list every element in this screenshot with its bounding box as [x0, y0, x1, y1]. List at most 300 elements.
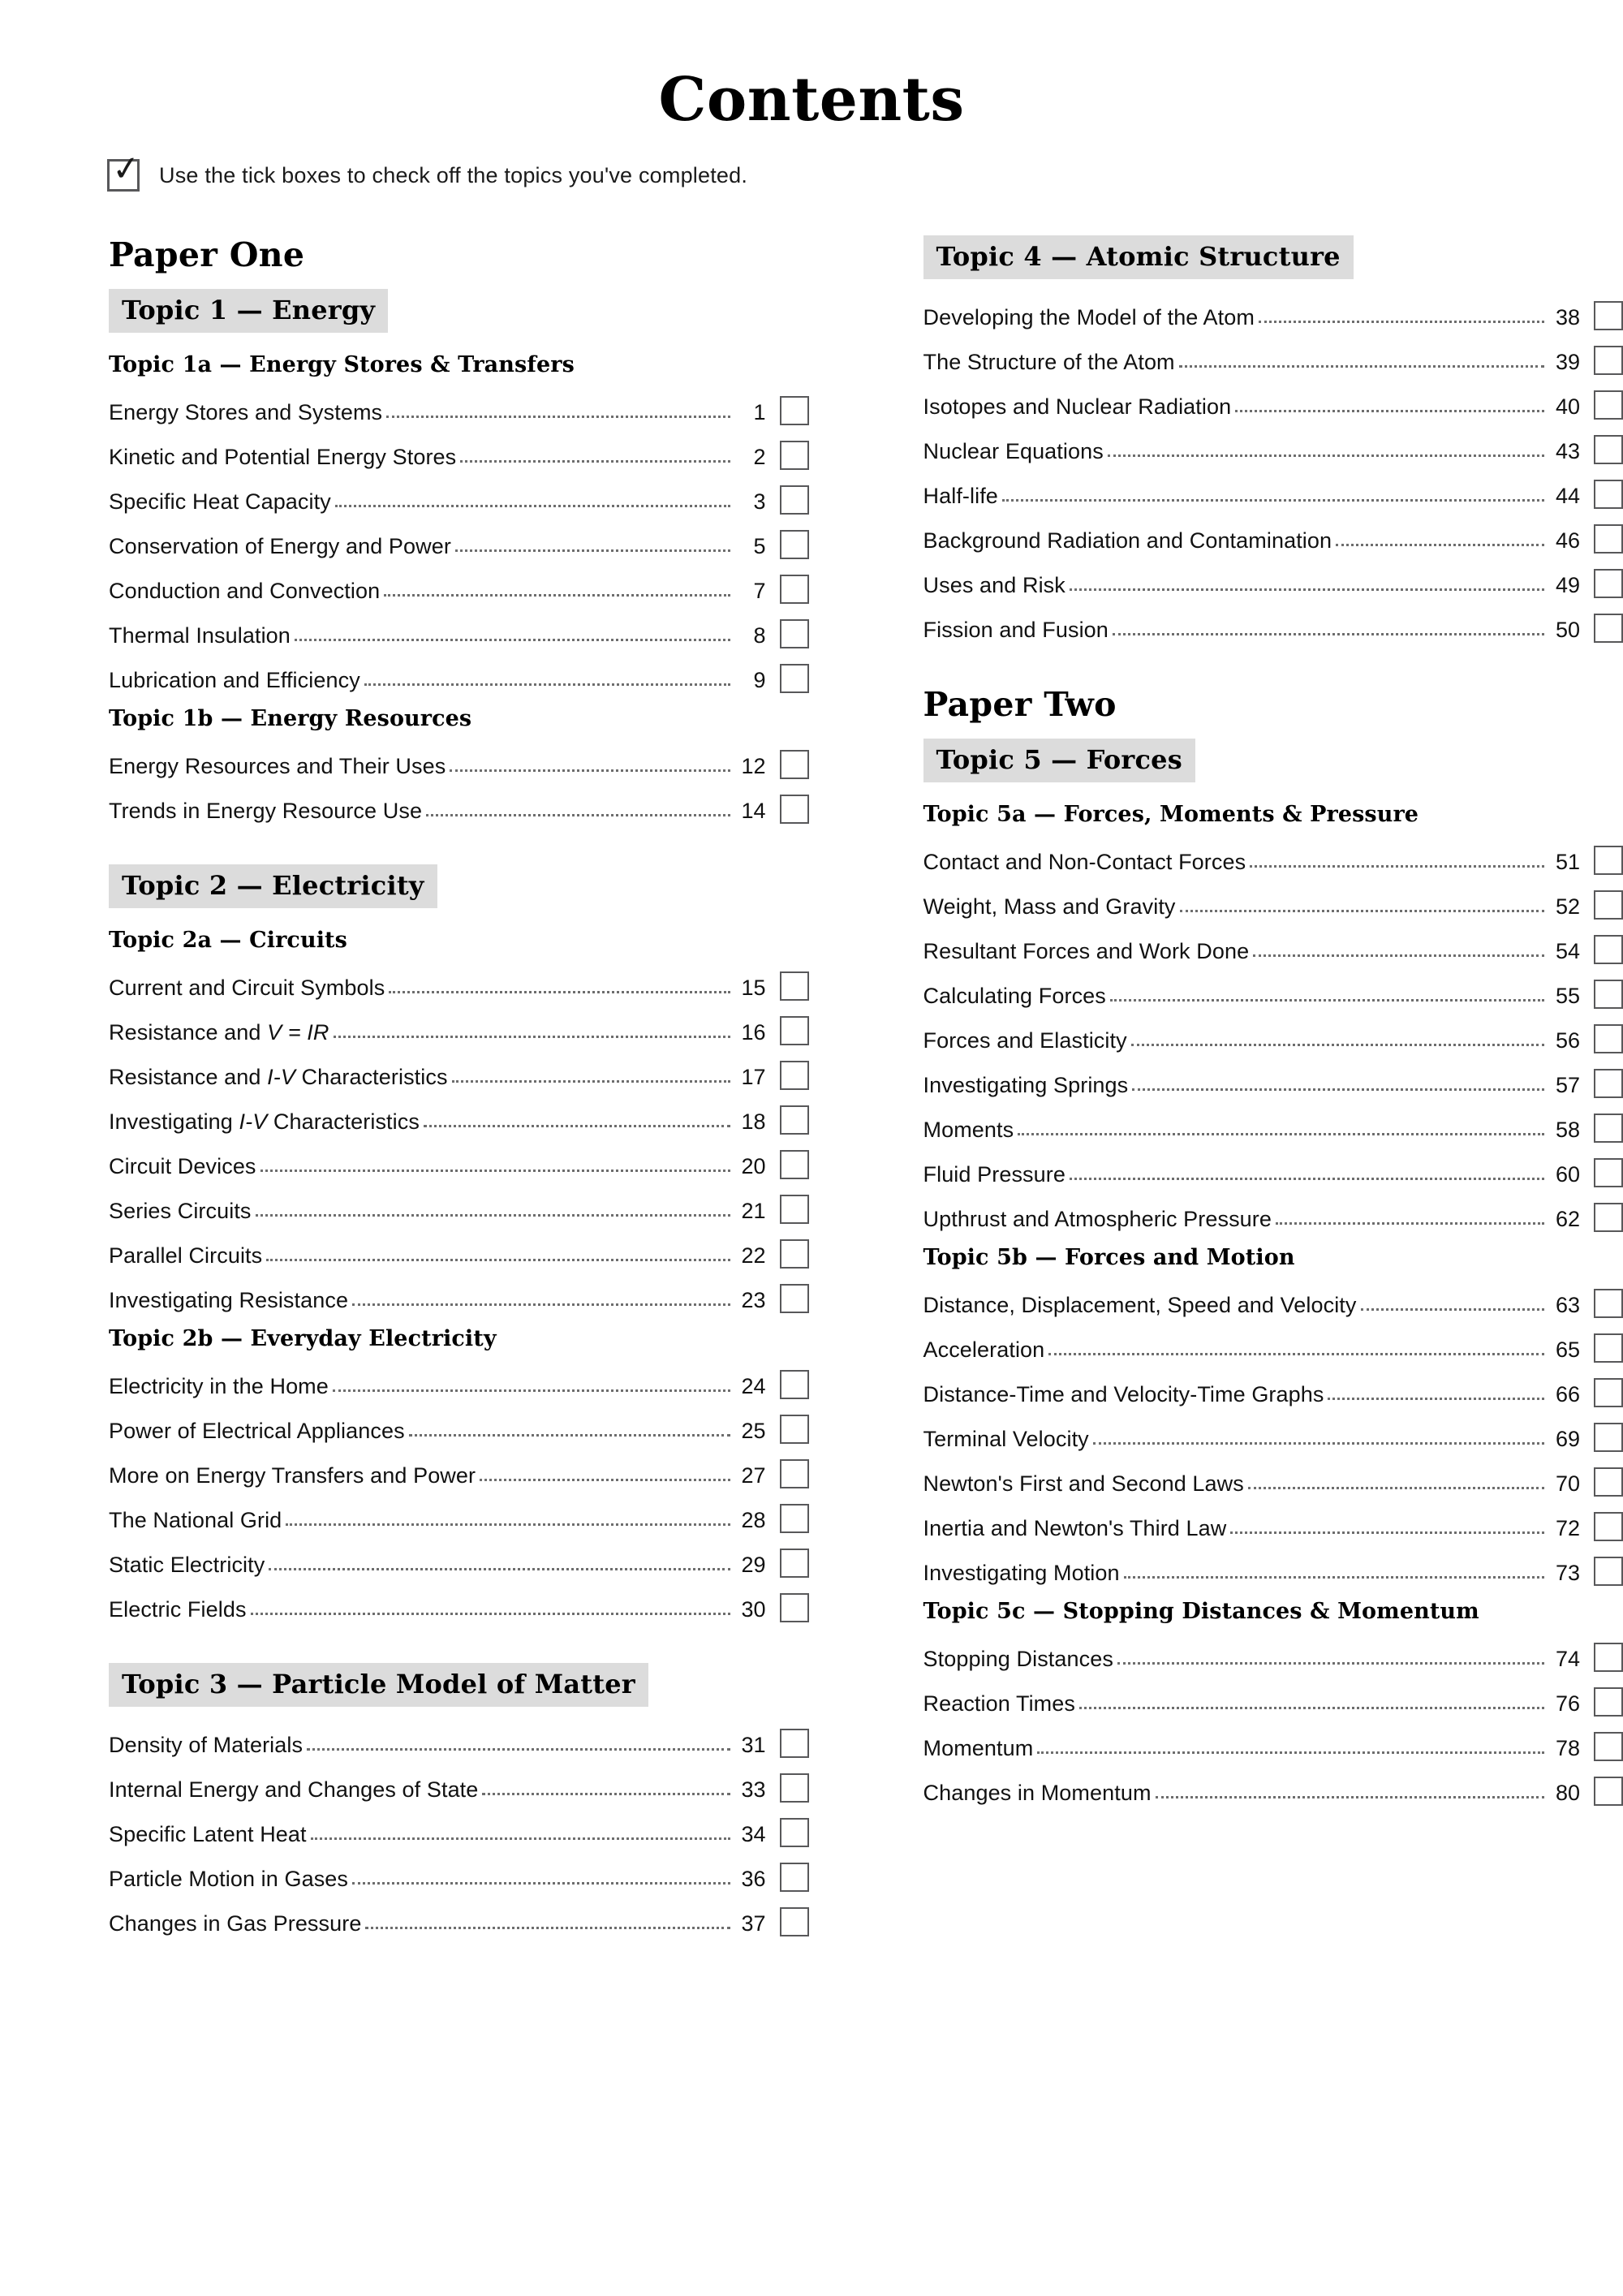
tick-box[interactable] — [780, 1504, 809, 1533]
subtopic-heading: Topic 5b — Forces and Motion — [923, 1245, 1295, 1270]
contents-entry[interactable] — [923, 1409, 1623, 1454]
contents-entry[interactable] — [109, 1181, 809, 1226]
contents-entry-page: 49 — [1555, 573, 1580, 597]
contents-entry-page: 21 — [741, 1199, 766, 1223]
tick-box[interactable] — [780, 795, 809, 824]
contents-entry[interactable] — [923, 1189, 1623, 1234]
contents-entry-title: Investigating Resistance — [109, 1288, 349, 1312]
subtopic-heading: Topic 2a — Circuits — [109, 928, 347, 953]
tick-box[interactable] — [1594, 346, 1623, 375]
tick-box[interactable] — [780, 619, 809, 648]
contents-entry[interactable] — [923, 1543, 1623, 1587]
contents-entry-title: Changes in Momentum — [923, 1781, 1152, 1805]
contents-entry-title: Conservation of Energy and Power — [109, 534, 451, 558]
contents-entry-page: 30 — [741, 1597, 766, 1622]
contents-entry-title: Series Circuits — [109, 1199, 252, 1223]
entry-list — [104, 382, 809, 695]
leader-dots — [1230, 1531, 1544, 1534]
contents-entry-page: 22 — [741, 1243, 766, 1268]
contents-entry[interactable] — [923, 377, 1623, 421]
contents-entry-page: 56 — [1555, 1028, 1580, 1053]
contents-entry-page: 65 — [1555, 1338, 1580, 1362]
contents-entry-title: Energy Resources and Their Uses — [109, 754, 446, 778]
contents-entry-title: Fluid Pressure — [923, 1162, 1065, 1187]
tick-box[interactable] — [780, 530, 809, 559]
contents-entry-page: 16 — [741, 1020, 766, 1045]
contents-entry-title: Kinetic and Potential Energy Stores — [109, 445, 457, 469]
tick-box[interactable] — [780, 575, 809, 604]
leader-dots — [409, 1434, 730, 1437]
contents-entry-title: Electric Fields — [109, 1597, 247, 1622]
contents-entry[interactable] — [109, 1226, 809, 1270]
contents-entry-page: 1 — [753, 400, 766, 424]
leader-dots — [1070, 588, 1544, 591]
leader-dots — [1276, 1222, 1544, 1225]
tick-box[interactable] — [1594, 1289, 1623, 1318]
leader-dots — [1259, 321, 1544, 323]
contents-entry-title: Specific Latent Heat — [109, 1822, 307, 1846]
subtopic-heading: Topic 1b — Energy Resources — [109, 706, 472, 731]
contents-entry-title: The Structure of the Atom — [923, 350, 1175, 374]
contents-entry-title: Investigating Springs — [923, 1073, 1129, 1097]
leader-dots — [352, 1882, 730, 1885]
contents-entry-title: Forces and Elasticity — [923, 1028, 1127, 1053]
tick-box[interactable] — [1594, 980, 1623, 1009]
contents-entry[interactable] — [109, 516, 809, 561]
leader-dots — [1108, 454, 1544, 457]
checkmark-icon — [107, 159, 140, 192]
contents-entry-title: Acceleration — [923, 1338, 1045, 1362]
tick-box[interactable] — [780, 1370, 809, 1399]
contents-entry-page: 28 — [741, 1508, 766, 1532]
contents-entry-title: Upthrust and Atmospheric Pressure — [923, 1207, 1272, 1231]
leader-dots — [266, 1259, 730, 1261]
paper-heading: Paper One — [109, 235, 305, 274]
topic-band: Topic 3 — Particle Model of Matter — [109, 1663, 648, 1707]
contents-entry[interactable] — [923, 1674, 1623, 1718]
leader-dots — [1018, 1133, 1544, 1135]
leader-dots — [256, 1214, 730, 1217]
contents-entry-page: 33 — [741, 1777, 766, 1802]
contents-entry[interactable] — [923, 1010, 1623, 1055]
leader-dots — [455, 549, 730, 552]
leader-dots — [311, 1837, 730, 1840]
tick-box[interactable] — [1594, 1024, 1623, 1053]
contents-entry-page: 69 — [1555, 1427, 1580, 1451]
tick-box[interactable] — [1594, 1467, 1623, 1497]
tick-box[interactable] — [1594, 1069, 1623, 1098]
leader-dots — [1131, 1044, 1544, 1046]
subtopic-heading: Topic 1a — Energy Stores & Transfers — [109, 352, 575, 377]
tick-box[interactable] — [1594, 935, 1623, 964]
contents-entry-title: Uses and Risk — [923, 573, 1065, 597]
leader-dots — [307, 1748, 730, 1751]
tick-box[interactable] — [780, 1195, 809, 1224]
paper-heading: Paper Two — [923, 685, 1117, 724]
contents-columns — [0, 235, 1623, 1966]
contents-entry[interactable] — [923, 1364, 1623, 1409]
tick-box[interactable] — [1594, 480, 1623, 509]
contents-entry[interactable] — [109, 382, 809, 427]
contents-entry-title: Resistance and I-V Characteristics — [109, 1065, 448, 1089]
tick-box[interactable] — [780, 1907, 809, 1936]
leader-dots — [1235, 410, 1544, 412]
contents-entry-page: 27 — [741, 1463, 766, 1488]
contents-entry-title: The National Grid — [109, 1508, 282, 1532]
tick-box[interactable] — [1594, 1512, 1623, 1541]
leader-dots — [460, 460, 730, 463]
tick-box[interactable] — [780, 1549, 809, 1578]
tick-box[interactable] — [780, 1150, 809, 1179]
contents-entry-title: Lubrication and Efficiency — [109, 668, 360, 692]
leader-dots — [1328, 1398, 1544, 1400]
contents-entry[interactable] — [109, 561, 809, 605]
contents-entry-page: 34 — [741, 1822, 766, 1846]
contents-entry-page: 73 — [1555, 1561, 1580, 1585]
contents-entry-page: 46 — [1555, 528, 1580, 553]
contents-entry-title: Inertia and Newton's Third Law — [923, 1516, 1227, 1540]
contents-entry[interactable] — [109, 1401, 809, 1445]
tick-box[interactable] — [1594, 890, 1623, 920]
contents-entry-page: 78 — [1555, 1736, 1580, 1760]
contents-entry-page: 29 — [741, 1553, 766, 1577]
tick-box[interactable] — [780, 1061, 809, 1090]
contents-entry-title: Density of Materials — [109, 1733, 304, 1757]
contents-entry-page: 54 — [1555, 939, 1580, 963]
leader-dots — [1250, 865, 1544, 868]
tick-box[interactable] — [780, 1016, 809, 1045]
contents-entry-page: 12 — [741, 754, 766, 778]
subtopic-heading: Topic 5a — Forces, Moments & Pressure — [923, 802, 1419, 827]
contents-entry-page: 23 — [741, 1288, 766, 1312]
leader-dots — [452, 1080, 730, 1083]
tick-box[interactable] — [1594, 846, 1623, 875]
entry-list — [919, 832, 1623, 1234]
contents-entry[interactable] — [923, 421, 1623, 466]
tick-box[interactable] — [780, 750, 809, 779]
leader-dots — [1132, 1088, 1544, 1091]
leader-dots — [352, 1303, 730, 1306]
contents-entry-title: Distance-Time and Velocity-Time Graphs — [923, 1382, 1324, 1406]
contents-entry[interactable] — [109, 1445, 809, 1490]
contents-entry[interactable] — [923, 1629, 1623, 1674]
contents-entry-page: 63 — [1555, 1293, 1580, 1317]
leader-dots — [1248, 1487, 1544, 1489]
tick-box[interactable] — [780, 1773, 809, 1803]
contents-entry[interactable] — [109, 1270, 809, 1315]
entry-list — [104, 958, 809, 1315]
contents-entry[interactable] — [109, 472, 809, 516]
contents-entry-page: 15 — [741, 976, 766, 1000]
topic-band: Topic 1 — Energy — [109, 289, 388, 333]
tick-box[interactable] — [780, 664, 809, 693]
tick-box[interactable] — [1594, 301, 1623, 330]
entry-list — [919, 1275, 1623, 1587]
tick-box[interactable] — [1594, 1687, 1623, 1717]
tick-box[interactable] — [1594, 435, 1623, 464]
contents-entry-title: Momentum — [923, 1736, 1034, 1760]
leader-dots — [251, 1613, 730, 1615]
contents-entry-page: 24 — [741, 1374, 766, 1398]
spacer — [104, 825, 809, 853]
entry-list — [104, 736, 809, 825]
contents-entry-page: 31 — [741, 1733, 766, 1757]
contents-entry-title: Static Electricity — [109, 1553, 265, 1577]
leader-dots — [364, 683, 730, 686]
tick-box[interactable] — [780, 1593, 809, 1622]
contents-entry-title: Thermal Insulation — [109, 623, 291, 648]
contents-entry-title: Reaction Times — [923, 1691, 1075, 1716]
contents-entry-page: 51 — [1555, 850, 1580, 874]
contents-entry-title: Changes in Gas Pressure — [109, 1911, 362, 1936]
contents-entry-page: 55 — [1555, 984, 1580, 1008]
contents-entry-page: 18 — [741, 1109, 766, 1134]
contents-entry-page: 37 — [741, 1911, 766, 1936]
leader-dots — [260, 1170, 730, 1172]
leader-dots — [334, 1036, 730, 1038]
leader-dots — [1113, 633, 1544, 635]
contents-entry-page: 52 — [1555, 894, 1580, 919]
contents-entry-title: Stopping Distances — [923, 1647, 1113, 1671]
tick-box[interactable] — [1594, 614, 1623, 643]
leader-dots — [1179, 365, 1544, 368]
contents-entry[interactable] — [109, 781, 809, 825]
tick-box[interactable] — [1594, 1557, 1623, 1586]
tick-box[interactable] — [1594, 1158, 1623, 1187]
contents-entry-page: 14 — [741, 799, 766, 823]
tick-box[interactable] — [1594, 569, 1623, 598]
contents-entry-title: Terminal Velocity — [923, 1427, 1089, 1451]
contents-entry[interactable] — [923, 832, 1623, 877]
contents-entry[interactable] — [923, 1718, 1623, 1763]
tick-box[interactable] — [780, 1415, 809, 1444]
contents-entry[interactable] — [923, 966, 1623, 1010]
tick-box[interactable] — [780, 1729, 809, 1758]
contents-entry[interactable] — [109, 1535, 809, 1579]
contents-entry-title: Half-life — [923, 484, 998, 508]
contents-entry-page: 5 — [753, 534, 766, 558]
tick-box[interactable] — [1594, 1732, 1623, 1761]
leader-dots — [1093, 1442, 1544, 1445]
entry-list — [104, 1715, 809, 1938]
entry-list — [104, 1356, 809, 1624]
tick-instruction-text: Use the tick boxes to check off the topics you've completed. — [159, 162, 748, 187]
contents-entry-title: Newton's First and Second Laws — [923, 1471, 1244, 1496]
spacer — [104, 1624, 809, 1652]
contents-entry-title: Resistance and V = IR — [109, 1020, 329, 1045]
contents-entry-page: 50 — [1555, 618, 1580, 642]
tick-box[interactable] — [1594, 1643, 1623, 1672]
leader-dots — [1156, 1796, 1544, 1798]
contents-entry-title: Developing the Model of the Atom — [923, 305, 1255, 330]
contents-entry-page: 39 — [1555, 350, 1580, 374]
contents-entry-title: Isotopes and Nuclear Radiation — [923, 394, 1232, 419]
contents-entry[interactable] — [923, 1055, 1623, 1100]
contents-entry-page: 38 — [1555, 305, 1580, 330]
left-column — [104, 235, 809, 1966]
contents-entry[interactable] — [923, 1498, 1623, 1543]
contents-entry-title: Parallel Circuits — [109, 1243, 263, 1268]
contents-entry-page: 76 — [1555, 1691, 1580, 1716]
contents-entry[interactable] — [109, 736, 809, 781]
topic-band: Topic 2 — Electricity — [109, 864, 437, 908]
leader-dots — [1070, 1178, 1544, 1180]
contents-entry[interactable] — [923, 287, 1623, 332]
leader-dots — [1117, 1662, 1544, 1665]
contents-entry-page: 70 — [1555, 1471, 1580, 1496]
contents-entry-page: 9 — [753, 668, 766, 692]
subtopic-heading: Topic 5c — Stopping Distances & Momentum — [923, 1599, 1479, 1624]
contents-entry-title: Investigating Motion — [923, 1561, 1120, 1585]
leader-dots — [269, 1568, 730, 1570]
leader-dots — [480, 1479, 730, 1481]
tick-box[interactable] — [780, 1863, 809, 1892]
contents-entry[interactable] — [109, 1849, 809, 1893]
contents-entry[interactable] — [109, 1092, 809, 1136]
contents-entry[interactable] — [923, 510, 1623, 555]
contents-entry-title: Conduction and Convection — [109, 579, 381, 603]
leader-dots — [1002, 499, 1544, 502]
topic-band: Topic 4 — Atomic Structure — [923, 235, 1354, 279]
contents-entry-title: Specific Heat Capacity — [109, 489, 331, 514]
contents-entry-title: Weight, Mass and Gravity — [923, 894, 1176, 919]
leader-dots — [1361, 1308, 1545, 1311]
contents-entry-title: Fission and Fusion — [923, 618, 1109, 642]
contents-entry-title: Investigating I-V Characteristics — [109, 1109, 420, 1134]
contents-entry-title: Circuit Devices — [109, 1154, 256, 1178]
contents-entry[interactable] — [109, 1804, 809, 1849]
contents-entry-page: 7 — [753, 579, 766, 603]
tick-box[interactable] — [1594, 390, 1623, 420]
tick-box[interactable] — [780, 396, 809, 425]
contents-entry-title: Current and Circuit Symbols — [109, 976, 385, 1000]
contents-entry[interactable] — [109, 1047, 809, 1092]
contents-entry-title: Energy Stores and Systems — [109, 400, 383, 424]
contents-entry[interactable] — [923, 921, 1623, 966]
tick-box[interactable] — [780, 1459, 809, 1488]
contents-entry-title: Trends in Energy Resource Use — [109, 799, 423, 823]
contents-entry[interactable] — [923, 1100, 1623, 1144]
contents-entry-page: 40 — [1555, 394, 1580, 419]
contents-entry[interactable] — [109, 1579, 809, 1624]
contents-entry-page: 74 — [1555, 1647, 1580, 1671]
contents-entry[interactable] — [109, 1490, 809, 1535]
contents-entry[interactable] — [109, 958, 809, 1002]
leader-dots — [333, 1389, 730, 1392]
contents-entry[interactable] — [923, 1144, 1623, 1189]
leader-dots — [1037, 1751, 1544, 1754]
contents-entry[interactable] — [923, 332, 1623, 377]
contents-entry-page: 72 — [1555, 1516, 1580, 1540]
contents-entry-page: 43 — [1555, 439, 1580, 463]
tick-box[interactable] — [1594, 1203, 1623, 1232]
entry-list — [919, 287, 1623, 644]
contents-entry[interactable] — [923, 466, 1623, 510]
contents-entry-page: 44 — [1555, 484, 1580, 508]
contents-entry[interactable] — [923, 877, 1623, 921]
contents-entry[interactable] — [923, 600, 1623, 644]
leader-dots — [384, 594, 730, 597]
contents-entry-title: Power of Electrical Appliances — [109, 1419, 405, 1443]
leader-dots — [482, 1793, 730, 1795]
leader-dots — [1110, 999, 1544, 1002]
contents-entry[interactable] — [109, 1760, 809, 1804]
contents-entry[interactable] — [923, 1763, 1623, 1807]
contents-entry-page: 62 — [1555, 1207, 1580, 1231]
tick-box[interactable] — [780, 1284, 809, 1313]
page-title: Contents — [658, 65, 965, 135]
leader-dots — [1336, 544, 1544, 546]
contents-entry[interactable] — [109, 650, 809, 695]
tick-box[interactable] — [1594, 1378, 1623, 1407]
leader-dots — [365, 1927, 730, 1929]
contents-entry-title: Internal Energy and Changes of State — [109, 1777, 479, 1802]
contents-entry-title: Background Radiation and Contamination — [923, 528, 1332, 553]
contents-entry[interactable] — [923, 1454, 1623, 1498]
contents-entry-page: 3 — [753, 489, 766, 514]
contents-entry[interactable] — [109, 605, 809, 650]
contents-entry[interactable] — [109, 427, 809, 472]
contents-entry-page: 57 — [1555, 1073, 1580, 1097]
contents-entry[interactable] — [923, 1275, 1623, 1320]
contents-entry[interactable] — [923, 1320, 1623, 1364]
tick-box[interactable] — [780, 441, 809, 470]
contents-entry[interactable] — [109, 1002, 809, 1047]
leader-dots — [295, 639, 730, 641]
tick-box[interactable] — [1594, 1114, 1623, 1143]
contents-entry-title: Moments — [923, 1118, 1014, 1142]
contents-entry-page: 2 — [753, 445, 766, 469]
tick-box[interactable] — [1594, 1333, 1623, 1363]
contents-entry-page: 60 — [1555, 1162, 1580, 1187]
contents-entry[interactable] — [109, 1893, 809, 1938]
leader-dots — [450, 769, 730, 772]
leader-dots — [1079, 1707, 1544, 1709]
contents-entry[interactable] — [109, 1136, 809, 1181]
contents-entry-title: Resultant Forces and Work Done — [923, 939, 1250, 963]
contents-entry-title: More on Energy Transfers and Power — [109, 1463, 476, 1488]
tick-box[interactable] — [780, 971, 809, 1001]
tick-box[interactable] — [1594, 524, 1623, 554]
tick-box[interactable] — [1594, 1423, 1623, 1452]
leader-dots — [1180, 910, 1544, 912]
contents-entry[interactable] — [109, 1715, 809, 1760]
contents-entry[interactable] — [109, 1356, 809, 1401]
contents-entry[interactable] — [923, 555, 1623, 600]
leader-dots — [424, 1125, 730, 1127]
contents-entry-page: 58 — [1555, 1118, 1580, 1142]
contents-entry-page: 36 — [741, 1867, 766, 1891]
tick-box[interactable] — [1594, 1777, 1623, 1806]
spacer — [919, 1807, 1623, 1835]
leader-dots — [426, 814, 730, 816]
contents-entry-title: Distance, Displacement, Speed and Velocity — [923, 1293, 1357, 1317]
contents-entry-page: 8 — [753, 623, 766, 648]
contents-entry-title: Particle Motion in Gases — [109, 1867, 349, 1891]
tick-box[interactable] — [780, 1818, 809, 1847]
right-column — [919, 235, 1623, 1966]
contents-entry-title: Contact and Non-Contact Forces — [923, 850, 1246, 874]
subtopic-heading: Topic 2b — Everyday Electricity — [109, 1326, 497, 1351]
tick-box[interactable] — [780, 485, 809, 515]
tick-box[interactable] — [780, 1239, 809, 1269]
leader-dots — [1124, 1576, 1544, 1579]
leader-dots — [335, 505, 730, 507]
entry-list — [919, 1629, 1623, 1807]
leader-dots — [386, 416, 730, 418]
contents-entry-page: 25 — [741, 1419, 766, 1443]
tick-box[interactable] — [780, 1105, 809, 1135]
